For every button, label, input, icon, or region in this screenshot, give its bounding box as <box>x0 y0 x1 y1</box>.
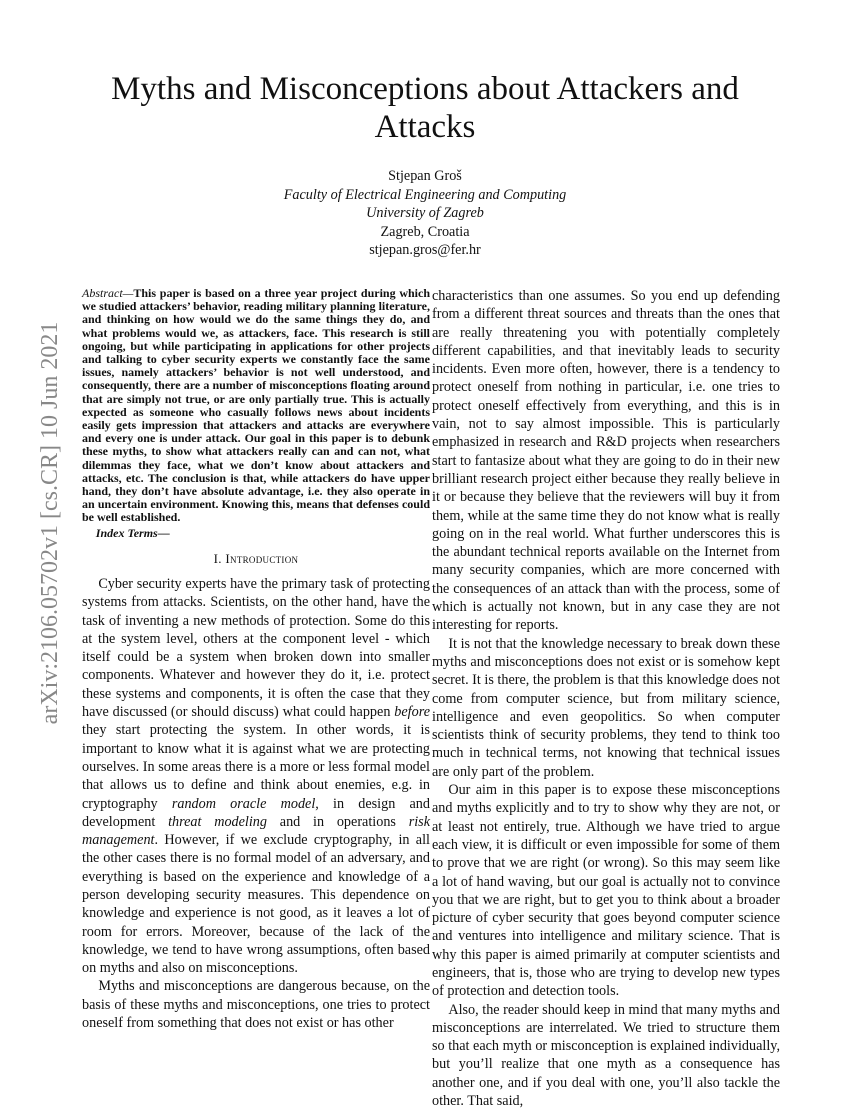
emphasis-threat-modeling: threat modeling <box>168 813 267 830</box>
emphasis-before: before <box>394 704 430 721</box>
intro-paragraph-5: Also, the reader should keep in mind that many myths and misconceptions are interrelated. We tried to structure them so that each myth or misconception is explained individually, but you’ll realize that one myth as a consequence has another one, and if you deal with one, you’ll also tackle the other. That said, <box>432 1001 780 1110</box>
intro-paragraph-2: Myths and misconceptions are dangerous because, on the basis of these myths and misconceptions, one tries to protect oneself from something that does not exist or has other <box>82 978 430 1032</box>
author-email[interactable]: stjepan.gros@fer.hr <box>369 242 481 258</box>
intro-p1-text-c: , in design and development <box>82 795 430 830</box>
emphasis-risk-management: risk management <box>82 813 430 849</box>
author-affiliation-university: University of Zagreb <box>366 205 484 221</box>
index-terms-label: Index Terms— <box>95 525 170 540</box>
author-location: Zagreb, Croatia <box>380 223 470 240</box>
author-affiliation-faculty: Faculty of Electrical Engineering and Computing <box>283 186 567 203</box>
author-block <box>200 167 650 260</box>
abstract-text: This paper is based on a three year project during which we studied attackers’ behavior, reading military planning literature, and thinking on how would we do the same things they do, and what problems would we, as attackers, face. This research is still ongoing, but while participating in applications for other projects and talking to cyber security experts we constantly face the same issues, namely attackers’ behavior is not well understood, and consequently, there are a number of misconceptions floating around that are simply not true, or are only partially true. This is actually expected as someone who casually follows news about incidents easily gets impression that attackers and attacks are everywhere and every one is under attack. Our goal in this paper is to debunk these myths, to show what attackers really can and can not, what dilemmas they face, what we don’t know about attackers and attacks, etc. The conclusion is that, while attackers do have upper hand, they don’t have absolute advantage, i.e. they also operate in an uncertain environment. Knowing this, means that defenses could be well established. <box>82 286 430 525</box>
intro-paragraph-2-continued: characteristics than one assumes. So you end up defending from a different threat sources and threats than the ones that are really threatening you with potentially completely different capabilities, and that inevitably leads to security incidents. Even more often, however, there is a tendency to protect oneself from nothing in particular, i.e. one tries to protect oneself effectively from everything, and this is in vain, not to say almost impossible. This is particularly emphasized in research and R&D projects when researchers start to fantasize about what they are going to do in their new brilliant research project either because they really believe in it or because they believe that the reviewers will buy it from them, while at the same time they do not know what is really going on in the real world. What further underscores this is the abundant technical reports available on the Internet from many security companies, which are more concerned with the consequences of an attack than with the process, some of which is actually not known, but in any case they are not interesting for reports. <box>432 288 780 634</box>
intro-p1-text-a: Cyber security experts have the primary task of protecting systems from attacks. Scientists, on the other hand, have the task of inventing a new methods of protection. Some do this at the system level, others at the component level - which itself could be a system when broken down into smaller components. Whatever and however they do it, i.e. protect these systems and components, it is often the case that they have discussed (or should discuss) what could happen <box>82 575 430 721</box>
arxiv-identifier-stamp: arXiv:2106.05702v1 [cs.CR] 10 Jun 2021 <box>37 321 63 725</box>
intro-p1-text-e: . However, if we exclude cryptography, in all the other cases there is no formal model of an adversary, and everything is based on the experience and knowledge of a person developing security measures. This dependence on knowledge and experience is not good, as it leaves a lot of room for errors. Moreover, because of the lack of the knowledge, we tend to have wrong assumptions, often based on myths and also on misconceptions. <box>82 832 430 977</box>
index-terms <box>82 526 430 540</box>
intro-p1-text-d: and in operations <box>267 813 409 830</box>
left-column <box>82 287 430 1032</box>
intro-paragraph-3: It is not that the knowledge necessary to break down these myths and misconceptions does not exist or is somehow kept secret. It is there, the problem is that this knowledge does not come from computer science, but from military science, intelligence and even geopolitics. So when computer scientists think of security problems, they tend to think too much in technical terms, not knowing that technical issues are only part of the problem. <box>432 635 780 780</box>
intro-paragraph-4: Our aim in this paper is to expose these misconceptions and myths explicitly and to try to show why they are not, or at least not entirely, true. Although we have tried to argue each view, it is difficult or even impossible for some of them to prove that we are right (or wrong). So this may seem like a lot of hand waving, but our goal is actually not to convince you that we are right, but to get you to think about a broader picture of cyber security that goes beyond computer science and ventures into intelligence and military science. That is why this paper is aimed primarily at computer scientists and engineers, that is, those who are trying to develop new types of protection and detection tools. <box>432 782 780 1000</box>
right-column <box>432 287 780 1110</box>
section-heading-introduction <box>82 550 430 568</box>
section-number: I. <box>213 550 222 566</box>
intro-p1-text-b: they start protecting the system. In other words, it is important to know what it is against what we are protecting ourselves. In some areas there is a more or less formal model that allows us to define and think about enemies, e.g. in cryptography <box>82 722 430 812</box>
paper-title: Myths and Misconceptions about Attackers and Attacks <box>111 71 739 145</box>
intro-paragraph-1 <box>82 575 430 978</box>
emphasis-random-oracle-model: random oracle model <box>171 795 316 812</box>
abstract-label: Abstract— <box>82 286 134 300</box>
abstract <box>82 287 430 525</box>
section-title: Introduction <box>225 550 299 566</box>
author-name: Stjepan Groš <box>388 168 462 184</box>
